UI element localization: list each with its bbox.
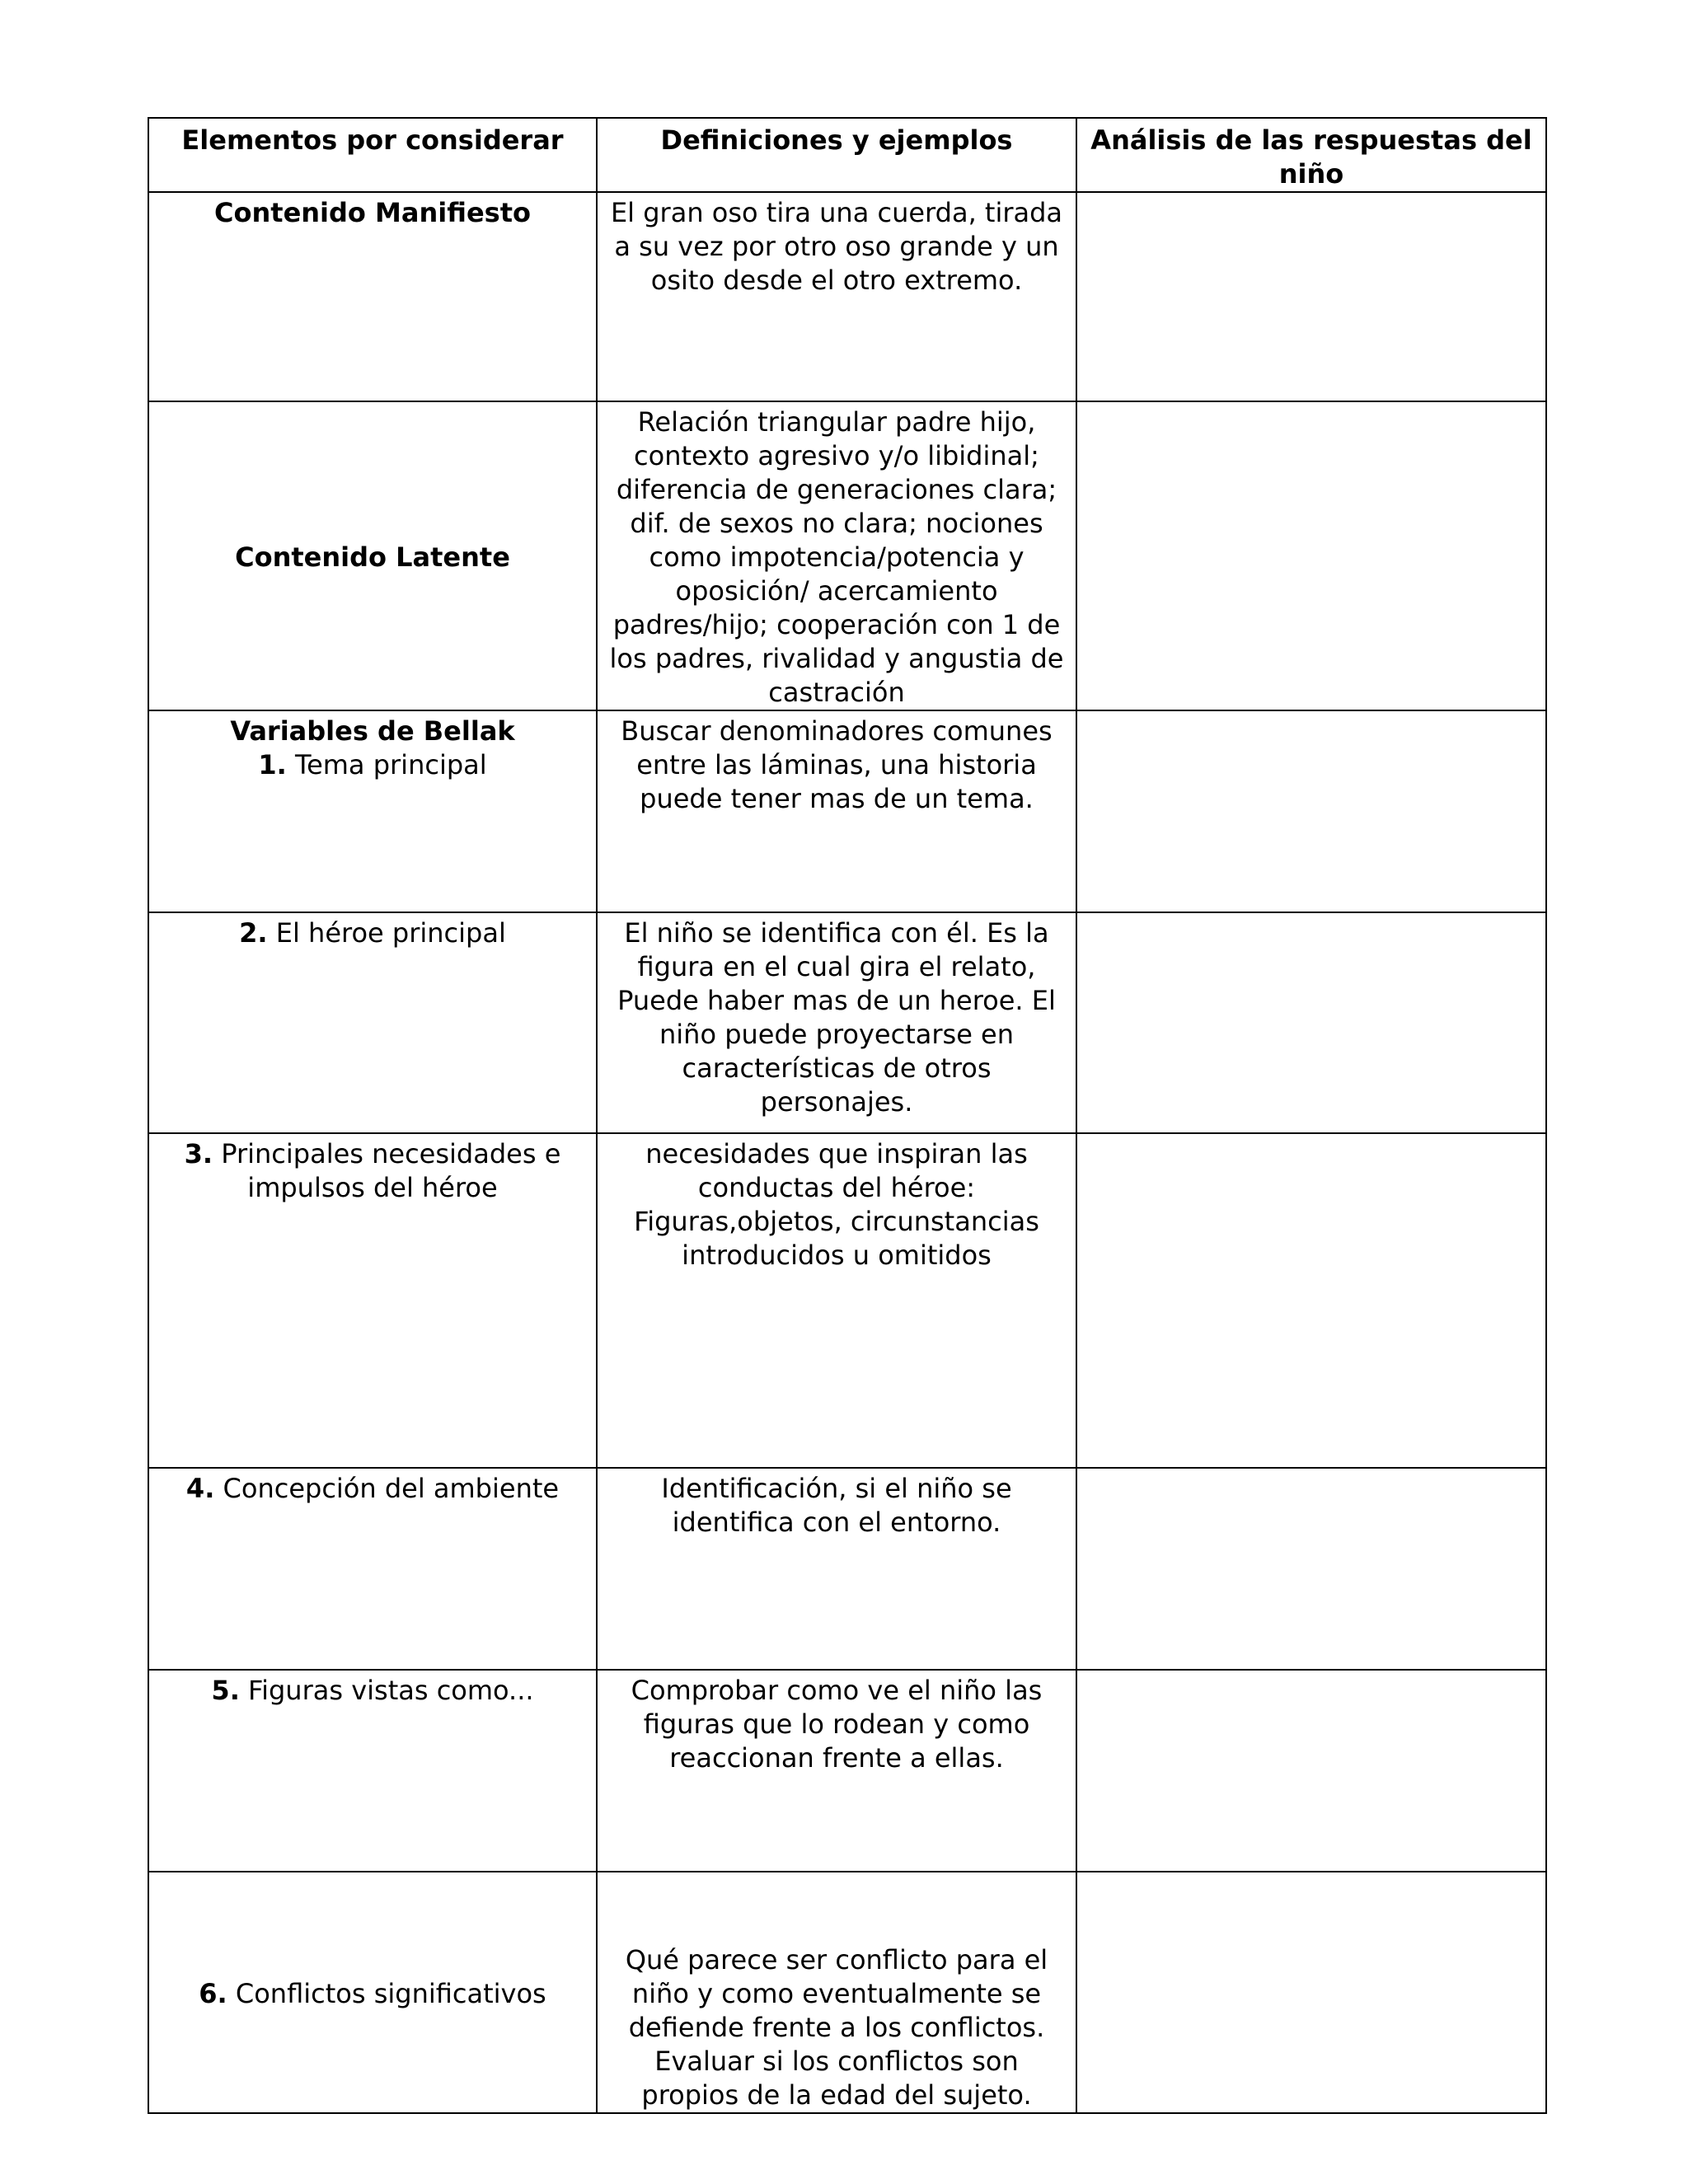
- table-header-row: [148, 118, 1546, 192]
- analysis-cell[interactable]: [1076, 1872, 1546, 2113]
- element-label: Figuras vistas como...: [248, 1675, 534, 1706]
- analysis-cell[interactable]: [1076, 1468, 1546, 1670]
- item-number: 3.: [184, 1138, 213, 1169]
- element-cell: [148, 1133, 597, 1468]
- element-label: Concepción del ambiente: [223, 1473, 560, 1504]
- analysis-cell[interactable]: [1076, 710, 1546, 912]
- definition-text: Qué parece ser conflicto para el niño y como eventualmente se defiende frente a los conflictos. Evaluar si los conflictos son propios de la edad del sujeto.: [625, 1944, 1048, 2111]
- definition-cell: Comprobar como ve el niño las figuras que lo rodean y como reaccionan frente a ellas.: [597, 1670, 1076, 1872]
- table-row: [148, 1133, 1546, 1468]
- header-analisis: Análisis de las respuestas del niño: [1076, 118, 1546, 192]
- item-number: 2.: [239, 917, 268, 949]
- definition-cell: [597, 1872, 1076, 2113]
- item-number: 4.: [185, 1473, 215, 1504]
- table-row: [148, 1872, 1546, 2113]
- element-label: Tema principal: [294, 749, 487, 780]
- definition-cell: El gran oso tira una cuerda, tirada a su vez por otro oso grande y un osito desde el otro extremo.: [597, 192, 1076, 401]
- element-cell: [148, 912, 597, 1133]
- definition-cell: Identificación, si el niño se identifica con el entorno.: [597, 1468, 1076, 1670]
- element-cell: [148, 401, 597, 710]
- analysis-cell[interactable]: [1076, 192, 1546, 401]
- element-label: Conflictos significativos: [235, 1978, 546, 2009]
- element-cell: [148, 1872, 597, 2113]
- element-label: Principales necesidades e impulsos del héroe: [221, 1138, 561, 1203]
- table-row: [148, 1670, 1546, 1872]
- table-row: [148, 192, 1546, 401]
- section-heading: Variables de Bellak: [230, 715, 515, 747]
- bellak-analysis-table: [148, 117, 1547, 2114]
- analysis-cell[interactable]: [1076, 1670, 1546, 1872]
- element-label: Contenido Manifiesto: [214, 197, 531, 228]
- analysis-cell[interactable]: [1076, 912, 1546, 1133]
- item-number: 1.: [258, 749, 287, 780]
- header-elementos: Elementos por considerar: [148, 118, 597, 192]
- element-cell: [148, 1468, 597, 1670]
- analysis-cell[interactable]: [1076, 401, 1546, 710]
- table-row: [148, 710, 1546, 912]
- definition-cell: El niño se identifica con él. Es la figura en el cual gira el relato, Puede haber mas de un heroe. El niño puede proyectarse en características de otros personajes.: [597, 912, 1076, 1133]
- element-cell: [148, 192, 597, 401]
- item-number: 5.: [211, 1675, 240, 1706]
- element-label: El héroe principal: [275, 917, 506, 949]
- element-cell: [148, 1670, 597, 1872]
- header-definiciones: Definiciones y ejemplos: [597, 118, 1076, 192]
- element-label: Contenido Latente: [235, 541, 510, 573]
- definition-cell: Buscar denominadores comunes entre las láminas, una historia puede tener mas de un tema.: [597, 710, 1076, 912]
- table-row: [148, 401, 1546, 710]
- cell-spacer: [604, 1876, 1069, 1943]
- table-row: [148, 1468, 1546, 1670]
- item-number: 6.: [199, 1978, 227, 2009]
- element-cell: [148, 710, 597, 912]
- definition-cell: necesidades que inspiran las conductas del héroe: Figuras,objetos, circunstancias introducidos u omitidos: [597, 1133, 1076, 1468]
- definition-cell: Relación triangular padre hijo, contexto agresivo y/o libidinal; diferencia de generaciones clara; dif. de sexos no clara; nociones como impotencia/potencia y oposición/ acercamiento padres/hijo; cooperación con 1 de los padres, rivalidad y angustia de castración: [597, 401, 1076, 710]
- analysis-cell[interactable]: [1076, 1133, 1546, 1468]
- table-row: [148, 912, 1546, 1133]
